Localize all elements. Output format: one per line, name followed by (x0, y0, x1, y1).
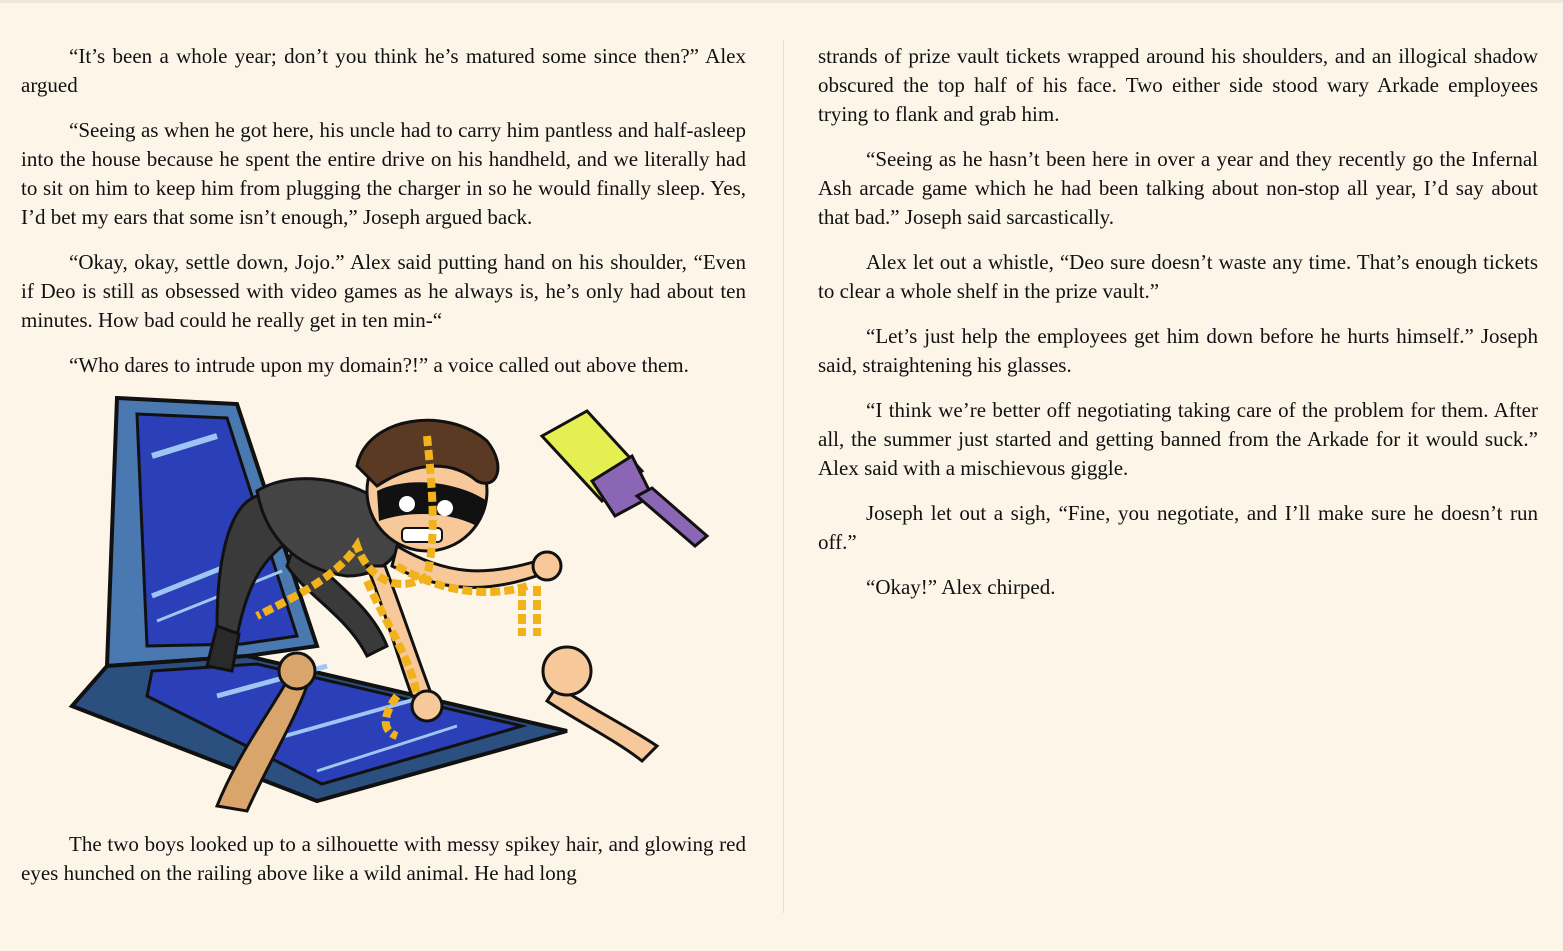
paragraph: “I think we’re better off negotiating taking care of the problem for them. After all, the summer just started and getting banned from the Arkade for it would suck.” Alex said with a mischievous giggle. (818, 398, 1538, 480)
paragraph: “Seeing as when he got here, his uncle had to carry him pantless and half-asleep into the house because he spent the entire drive on his handheld, and we literally had to sit on him to keep him from plugging the charger in so he would finally sleep. Yes, I’d bet my ears that some isn’t enough,” Joseph argued back. (21, 118, 746, 229)
top-border (0, 0, 1563, 3)
paragraph: “Who dares to intrude upon my domain?!” a voice called out above them. (69, 353, 689, 377)
left-column (21, 42, 746, 904)
column-divider (783, 40, 784, 913)
paragraph-continuation: strands of prize vault tickets wrapped around his shoulders, and an illogical shadow obscured the top half of his face. Two either side stood wary Arkade employees trying to flank and grab him. (818, 44, 1538, 126)
paragraph: “Seeing as he hasn’t been here in over a year and they recently go the Infernal Ash arcade game which he had been talking about non-stop all year, I’d say about that bad.” Joseph said sarcastically. (818, 147, 1538, 229)
paragraph: The two boys looked up to a silhouette with messy spikey hair, and glowing red eyes hunched on the railing above like a wild animal. He had long (21, 832, 746, 885)
paragraph: “Okay, okay, settle down, Jojo.” Alex said putting hand on his shoulder, “Even if Deo is still as obsessed with video games as he always is, he’s only had about ten minutes. How bad could he really get in ten min-“ (21, 250, 746, 332)
story-illustration (67, 396, 747, 816)
right-column (818, 42, 1538, 618)
brush-icon (542, 411, 707, 546)
paragraph: “Okay!” Alex chirped. (866, 575, 1056, 599)
paragraph: “It’s been a whole year; don’t you think he’s matured some since then?” Alex argued (21, 44, 746, 97)
paragraph: “Let’s just help the employees get him down before he hurts himself.” Joseph said, straightening his glasses. (818, 324, 1538, 377)
paragraph: Joseph let out a sigh, “Fine, you negotiate, and I’ll make sure he doesn’t run off.” (818, 501, 1538, 554)
paragraph: Alex let out a whistle, “Deo sure doesn’t waste any time. That’s enough tickets to clear a whole shelf in the prize vault.” (818, 250, 1538, 303)
